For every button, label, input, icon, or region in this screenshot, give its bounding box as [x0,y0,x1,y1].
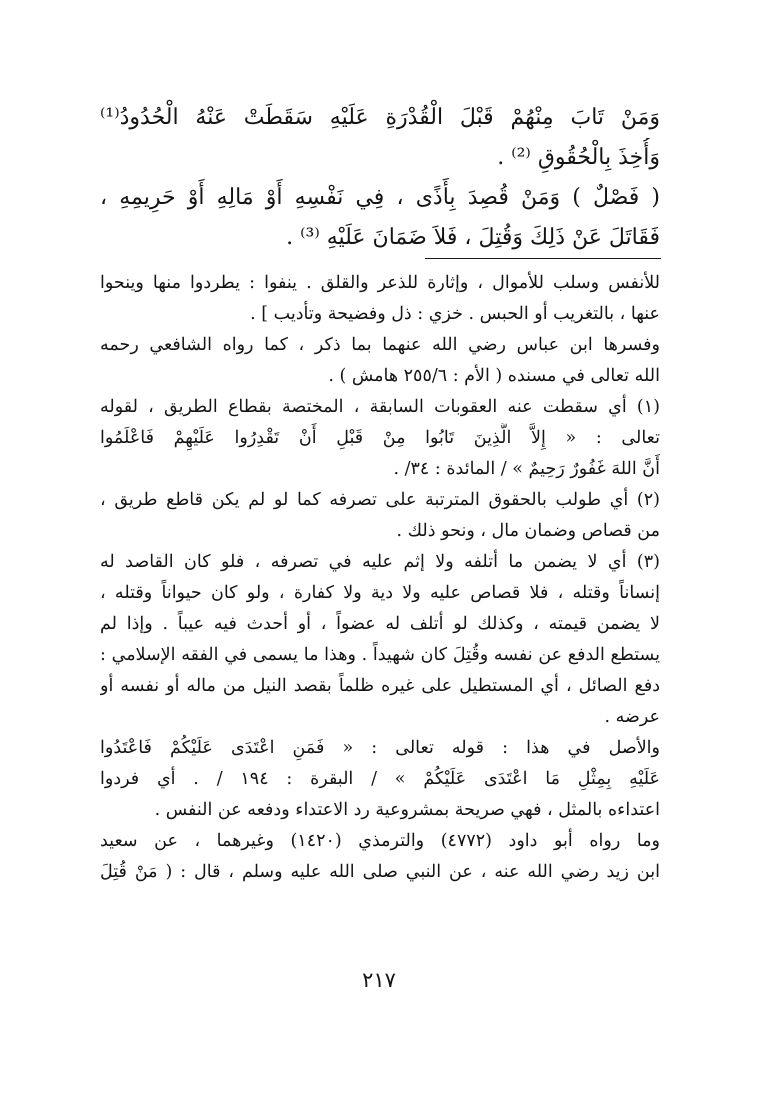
commentary-line: للأنفس وسلب للأموال ، وإثارة للذعر والقلق . ينفوا : يطردوا منها وينحوا [100,273,660,293]
commentary-line: إنساناً وقتله ، فلا قصاص عليه ولا دية ولا كفارة ، ولو كان حيواناً وقتله ، [100,583,660,603]
commentary-line: اعتداءه بالمثل ، فهي صريحة بمشروعية رد الاعتداء ودفعه عن النفس . [154,800,660,820]
commentary-line: تعالى : « إِلاَّ الَّذِينَ تَابُوا مِنْ قَبْلِ أَنْ تَقْدِرُوا عَلَيْهِمْ فَاعْلَمُوا [100,428,660,448]
commentary-line: وفسرها ابن عباس رضي الله عنهما بما ذكر ، كما رواه الشافعي رحمه [100,335,660,355]
commentary-line: لا يضمن قيمته ، وكذلك لو أتلف له عضواً ، أو أحدث فيه عيباً . وإذا لم [100,614,660,634]
commentary-line: (١) أي سقطت عنه العقوبات السابقة ، المختصة بقطاع الطريق ، لقوله [100,397,660,417]
commentary-line: من قصاص وضمان مال ، ونحو ذلك . [396,521,660,541]
commentary-line: (٢) أي طولب بالحقوق المترتبة على تصرفه كما لو لم يكن قاطع طريق ، [100,490,660,510]
commentary-line: الله تعالى في مسنده ( الأم : ٢٥٥/٦ هامش ) . [328,366,660,386]
commentary-line: عرضه . [604,707,660,727]
main-text-line: فَقَاتَلَ عَنْ ذَلِكَ وَقُتِلَ ، فَلاَ ضَمَانَ عَلَيْهِ ⁽³⁾ . [286,225,660,250]
main-text-line: وَمَنْ تَابَ مِنْهُمْ قَبْلَ الْقُدْرَةِ عَلَيْهِ سَقَطَتْ عَنْهُ الْحُدُودُ⁽¹⁾ [100,105,660,130]
commentary [100,268,660,888]
commentary-line: وما رواه أبو داود (٤٧٧٢) والترمذي (١٤٢٠) وغيرهما ، عن سعيد [100,831,660,851]
main-text-line: وَأُخِذَ بِالْحُقُوقِ ⁽²⁾ . [497,145,660,170]
commentary-line: عَلَيْهِ بِمِثْلِ مَا اعْتَدَى عَلَيْكُمْ » / البقرة : ١٩٤ / . أي فردوا [100,769,660,789]
commentary-line: ابن زيد رضي الله عنه ، عن النبي صلى الله عليه وسلم ، قال : ( مَنْ قُتِلَ [100,862,660,882]
main-text [100,98,660,258]
page-number: ٢١٧ [362,968,396,992]
footnote-divider [425,258,661,259]
main-text-line: ( فَصْلٌ ) وَمَنْ قُصِدَ بِأَذًى ، فِي نَفْسِهِ أَوْ مَالِهِ أَوْ حَرِيمِهِ ، [100,185,660,210]
commentary-line: عنها ، بالتغريب أو الحبس . خزي : ذل وفضيحة وتأديب ] . [250,304,660,324]
commentary-line: أَنَّ اللهَ غَفُورٌ رَحِيمٌ » / المائدة : ٣٤/ . [393,459,660,479]
commentary-line: يستطع الدفع عن نفسه وقُتِلَ كان شهيداً . وهذا ما يسمى في الفقه الإسلامي : [100,645,660,665]
commentary-line: والأصل في هذا : قوله تعالى : « فَمَنِ اعْتَدَى عَلَيْكُمْ فَاعْتَدُوا [100,738,660,758]
commentary-line: دفع الصائل ، أي المستطيل على غيره ظلماً بقصد النيل من ماله أو نفسه أو [100,676,660,696]
commentary-line: (٣) أي لا يضمن ما أتلفه ولا إثم عليه في تصرفه ، فلو كان القاصد له [100,552,660,572]
